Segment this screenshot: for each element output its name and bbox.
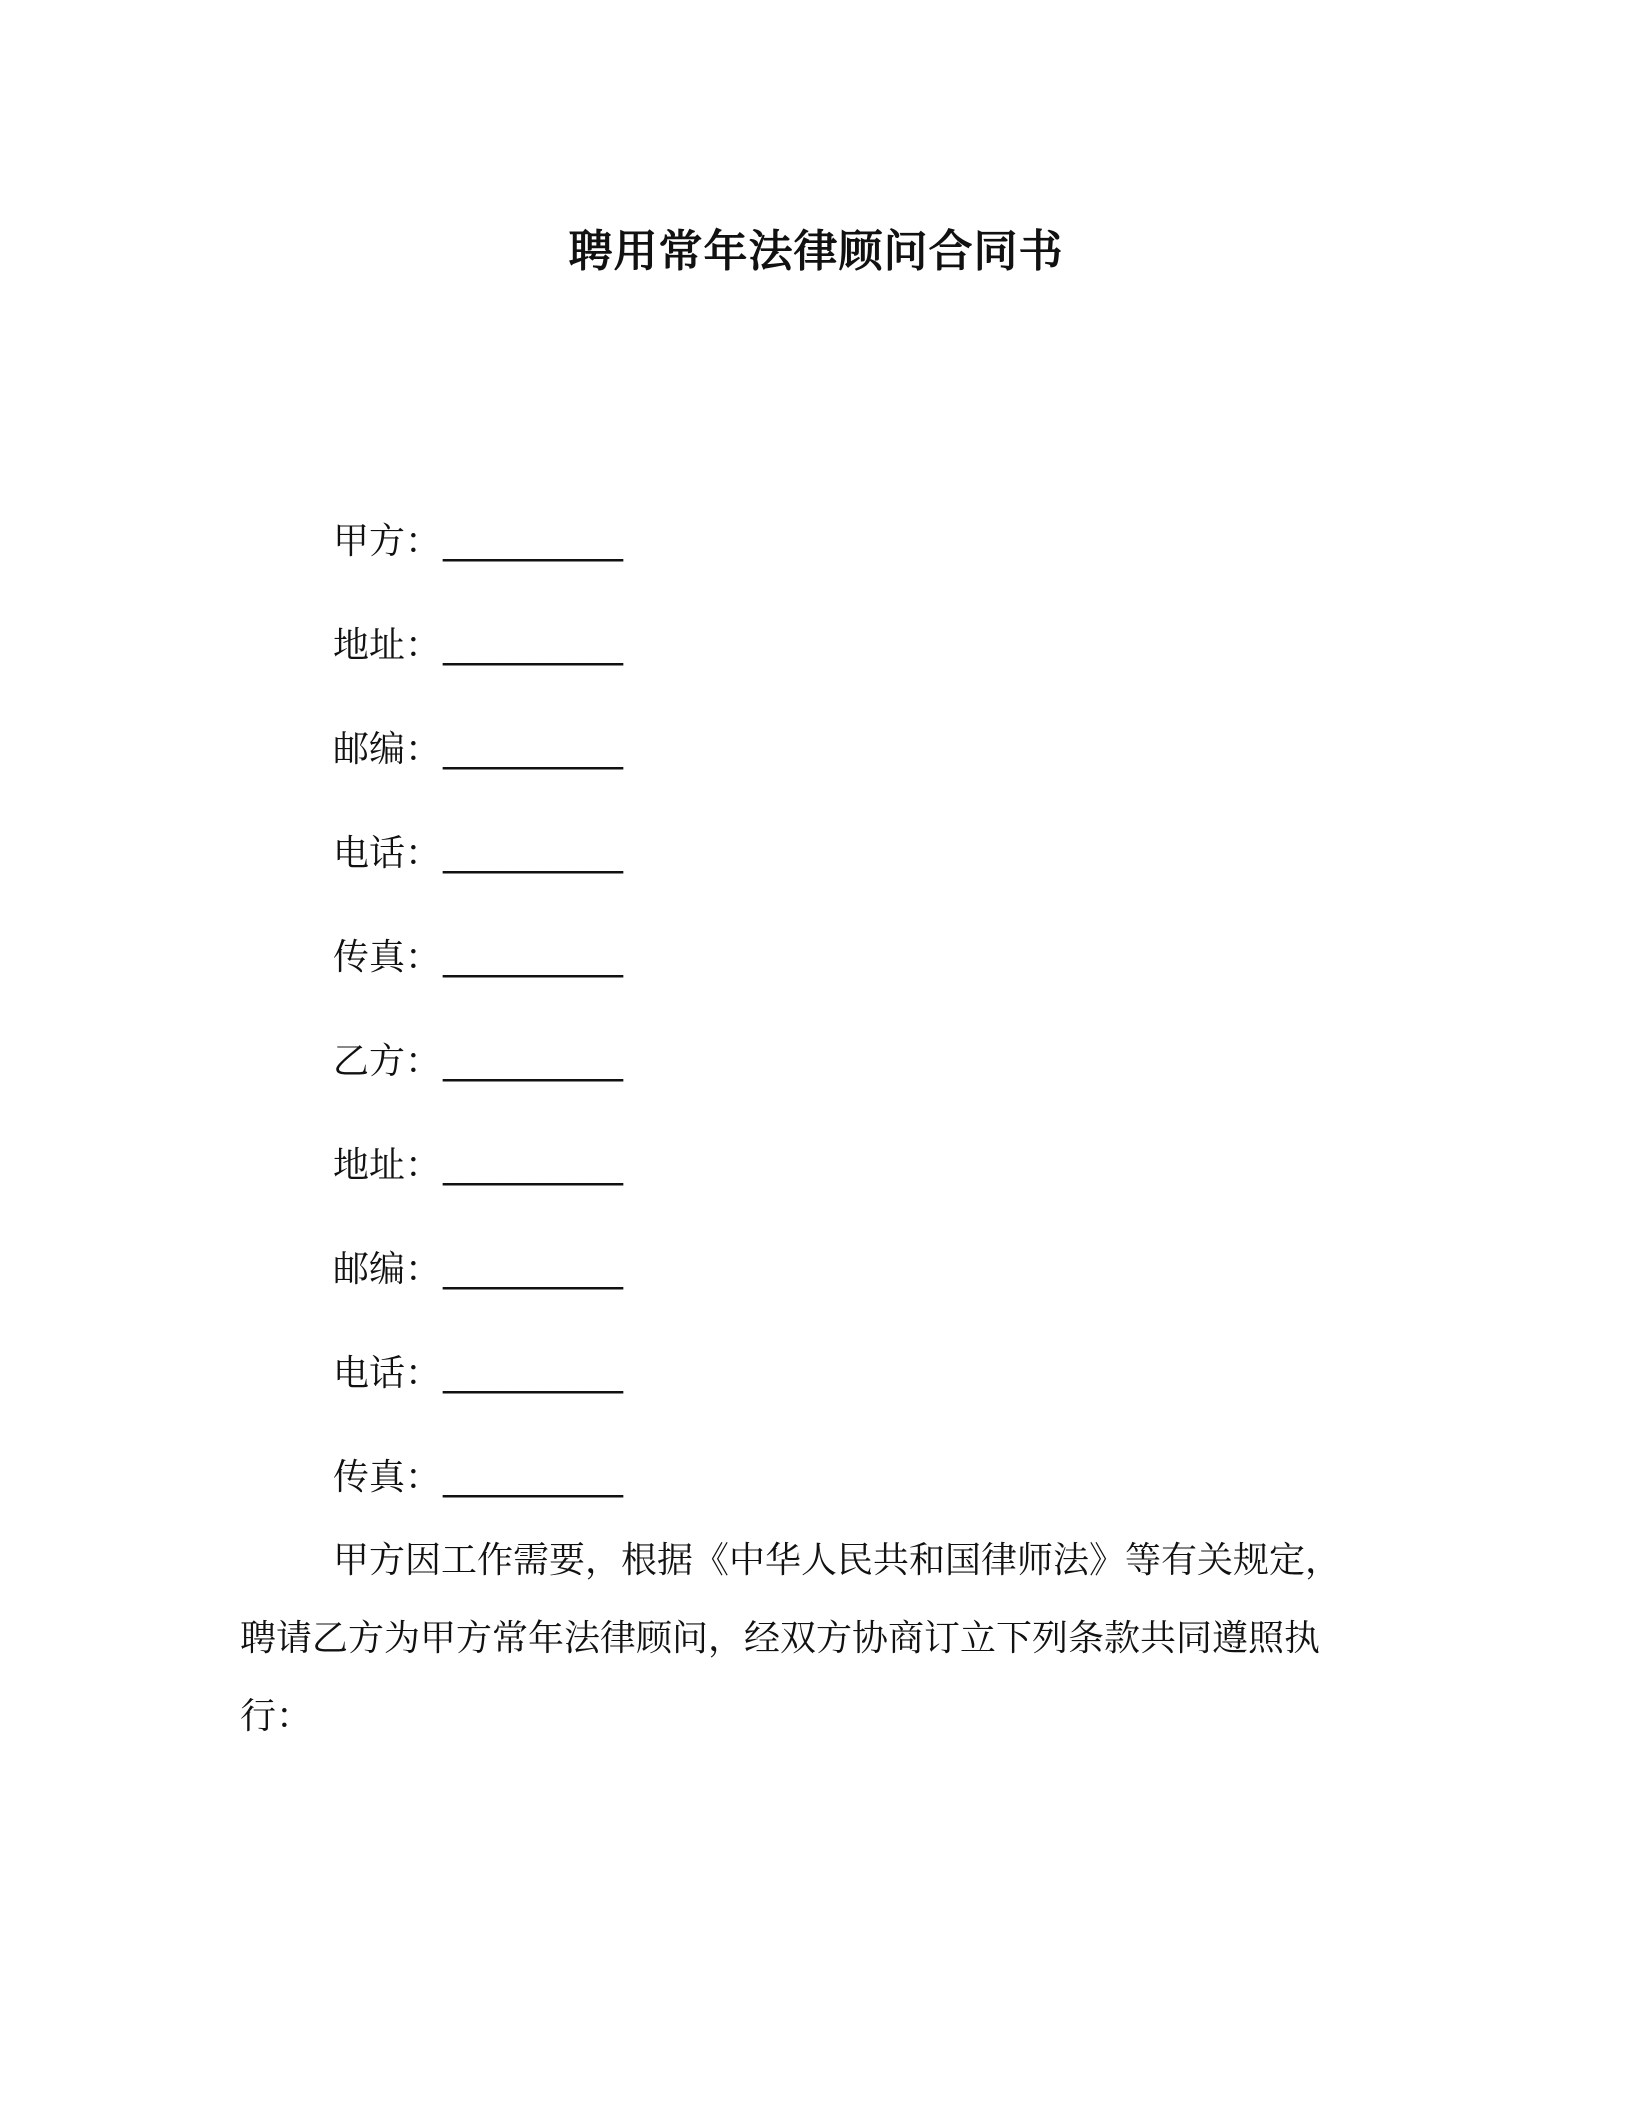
field-label: 地址： <box>333 1145 442 1186</box>
field-row-party-b-postcode <box>333 1218 623 1322</box>
field-row-party-b-address <box>333 1114 623 1218</box>
field-blank: __________ <box>443 1353 624 1394</box>
field-row-party-b <box>333 1010 623 1114</box>
field-blank: __________ <box>443 1041 624 1082</box>
field-row-party-b-phone <box>333 1322 623 1426</box>
field-blank: __________ <box>443 1145 624 1186</box>
field-label: 地址： <box>333 625 442 666</box>
field-label: 邮编： <box>333 1249 442 1290</box>
field-label: 传真： <box>333 937 442 978</box>
field-row-party-b-fax <box>333 1426 623 1530</box>
document-title: 聘用常年法律顾问合同书 <box>568 226 1064 277</box>
field-row-party-a-address <box>333 594 623 698</box>
field-label: 电话： <box>333 833 442 874</box>
field-label: 甲方： <box>333 521 442 562</box>
field-row-party-a-phone <box>333 802 623 906</box>
field-blank: __________ <box>443 833 624 874</box>
field-blank: __________ <box>443 937 624 978</box>
party-info-fields <box>333 490 623 1530</box>
field-blank: __________ <box>443 1457 624 1498</box>
field-row-party-a-postcode <box>333 698 623 802</box>
field-label: 传真： <box>333 1457 442 1498</box>
field-blank: __________ <box>443 1249 624 1290</box>
intro-paragraph: 甲方因工作需要，根据《中华人民共和国律师法》等有关规定，聘请乙方为甲方常年法律顾问，经双方协商订立下列条款共同遵照执行： <box>240 1540 1342 1737</box>
field-label: 邮编： <box>333 729 442 770</box>
field-blank: __________ <box>443 729 624 770</box>
field-label: 电话： <box>333 1353 442 1394</box>
field-label: 乙方： <box>333 1041 442 1082</box>
field-blank: __________ <box>443 625 624 666</box>
field-blank: __________ <box>443 521 624 562</box>
field-row-party-a <box>333 490 623 594</box>
field-row-party-a-fax <box>333 906 623 1010</box>
